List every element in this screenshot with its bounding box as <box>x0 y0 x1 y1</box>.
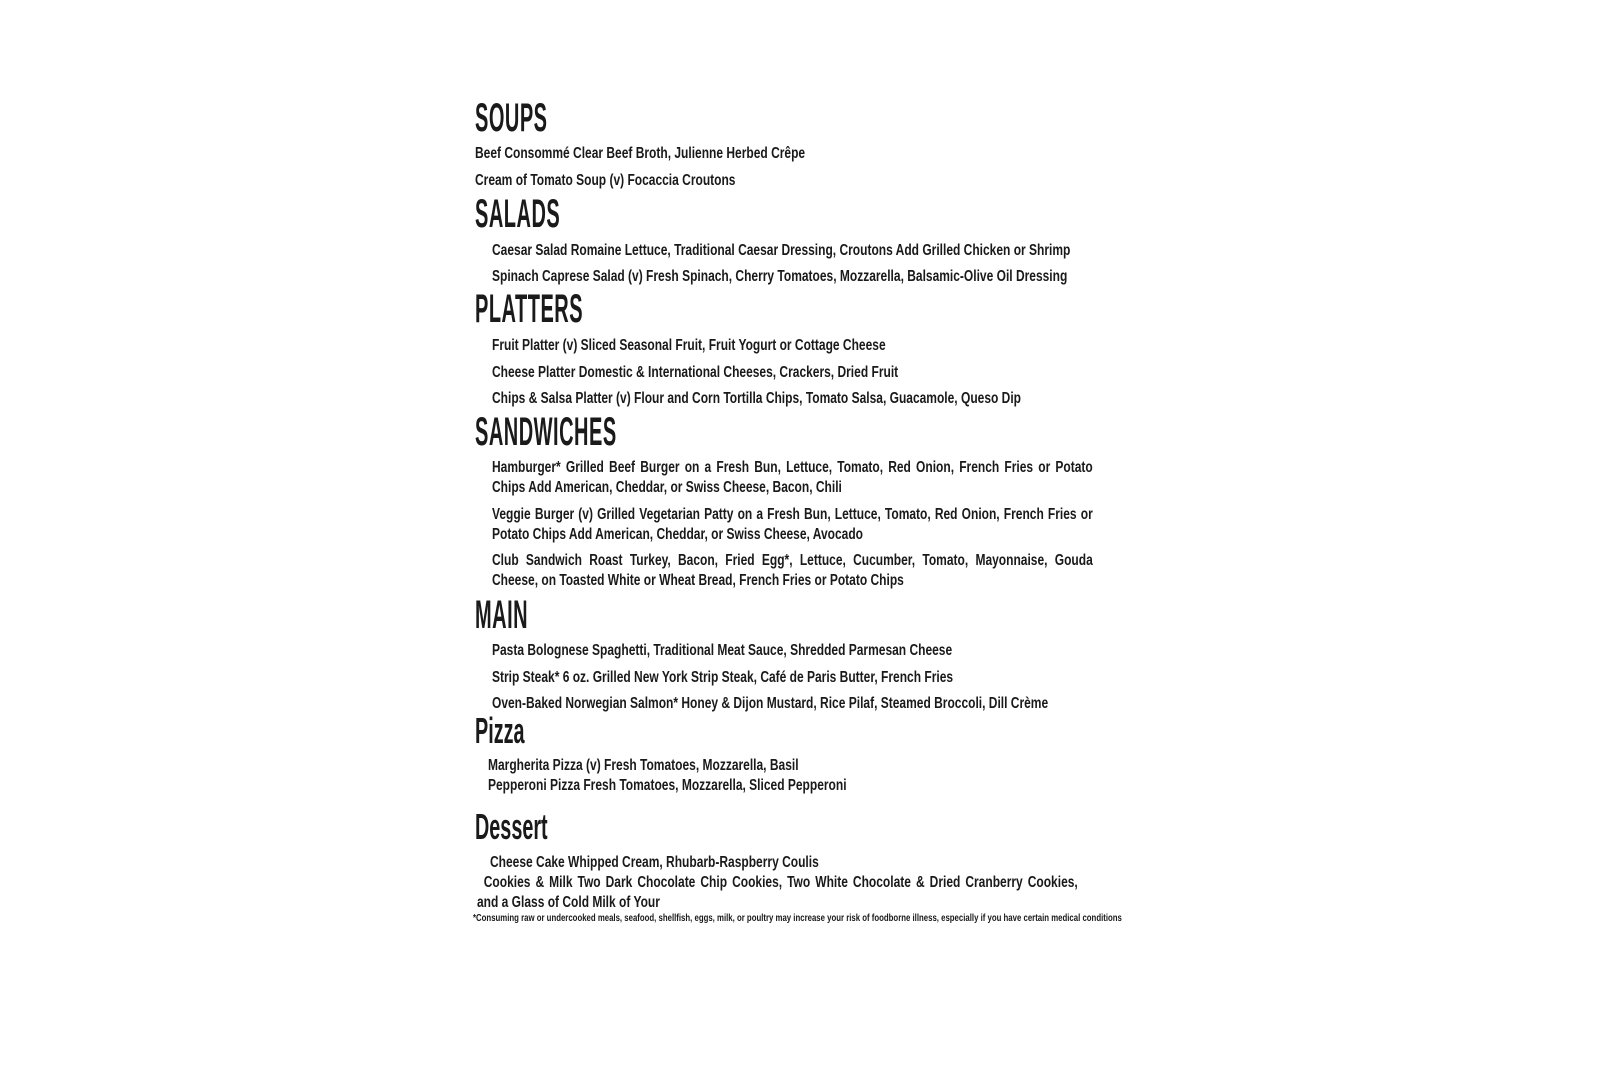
menu-document <box>475 96 1175 925</box>
menu-item: Cheese Platter Domestic & International Cheeses, Crackers, Dried Fruit <box>492 364 899 381</box>
section-heading-salads: SALADS <box>475 192 561 236</box>
menu-item: Oven-Baked Norwegian Salmon* Honey & Dijon Mustard, Rice Pilaf, Steamed Broccoli, Dill Crème <box>492 695 1049 712</box>
section-heading-platters: PLATTERS <box>475 287 584 331</box>
section-heading-sandwiches: SANDWICHES <box>475 410 617 454</box>
menu-item: Cream of Tomato Soup (v) Focaccia Croutons <box>475 172 736 189</box>
menu-item: Cookies & Milk Two Dark Chocolate Chip Cookies, Two White Chocolate & Dried Cranberry Cookies, and a Glass of Cold Milk of Your <box>477 874 1078 911</box>
menu-item: Veggie Burger (v) Grilled Vegetarian Patty on a Fresh Bun, Lettuce, Tomato, Red Onion, French Fries or Potato Chips Add American, Cheddar, or Swiss Cheese, Avocado <box>492 506 1093 543</box>
menu-item: Spinach Caprese Salad (v) Fresh Spinach, Cherry Tomatoes, Mozzarella, Balsamic-Olive Oil Dressing <box>492 268 1068 285</box>
menu-item: Pepperoni Pizza Fresh Tomatoes, Mozzarella, Sliced Pepperoni <box>488 777 847 794</box>
section-heading-dessert: Dessert <box>475 806 548 847</box>
menu-item: Chips & Salsa Platter (v) Flour and Corn Tortilla Chips, Tomato Salsa, Guacamole, Queso Dip <box>492 390 1021 407</box>
menu-item: Margherita Pizza (v) Fresh Tomatoes, Mozzarella, Basil <box>488 757 799 774</box>
menu-item: Fruit Platter (v) Sliced Seasonal Fruit, Fruit Yogurt or Cottage Cheese <box>492 337 886 354</box>
menu-item: Pasta Bolognese Spaghetti, Traditional Meat Sauce, Shredded Parmesan Cheese <box>492 642 953 659</box>
section-heading-main: MAIN <box>475 593 529 637</box>
menu-item: Hamburger* Grilled Beef Burger on a Fresh Bun, Lettuce, Tomato, Red Onion, French Fries or Potato Chips Add American, Cheddar, or Swiss Cheese, Bacon, Chili <box>492 459 1093 496</box>
menu-item: Beef Consommé Clear Beef Broth, Julienne Herbed Crêpe <box>475 145 806 162</box>
menu-item: Strip Steak* 6 oz. Grilled New York Strip Steak, Café de Paris Butter, French Fries <box>492 669 954 686</box>
section-heading-soups: SOUPS <box>475 96 548 140</box>
menu-item: Caesar Salad Romaine Lettuce, Traditional Caesar Dressing, Croutons Add Grilled Chicken or Shrimp <box>492 242 1071 259</box>
allergy-footnote: *Consuming raw or undercooked meals, seafood, shellfish, eggs, milk, or poultry may increase your risk of foodborne illness, especially if you have certain medical conditions <box>473 913 1122 924</box>
menu-item: Club Sandwich Roast Turkey, Bacon, Fried Egg*, Lettuce, Cucumber, Tomato, Mayonnaise, Gouda Cheese, on Toasted White or Wheat Bread, French Fries or Potato Chips <box>492 552 1093 589</box>
menu-item: Cheese Cake Whipped Cream, Rhubarb-Raspberry Coulis <box>490 854 819 871</box>
section-heading-pizza: Pizza <box>475 710 525 751</box>
